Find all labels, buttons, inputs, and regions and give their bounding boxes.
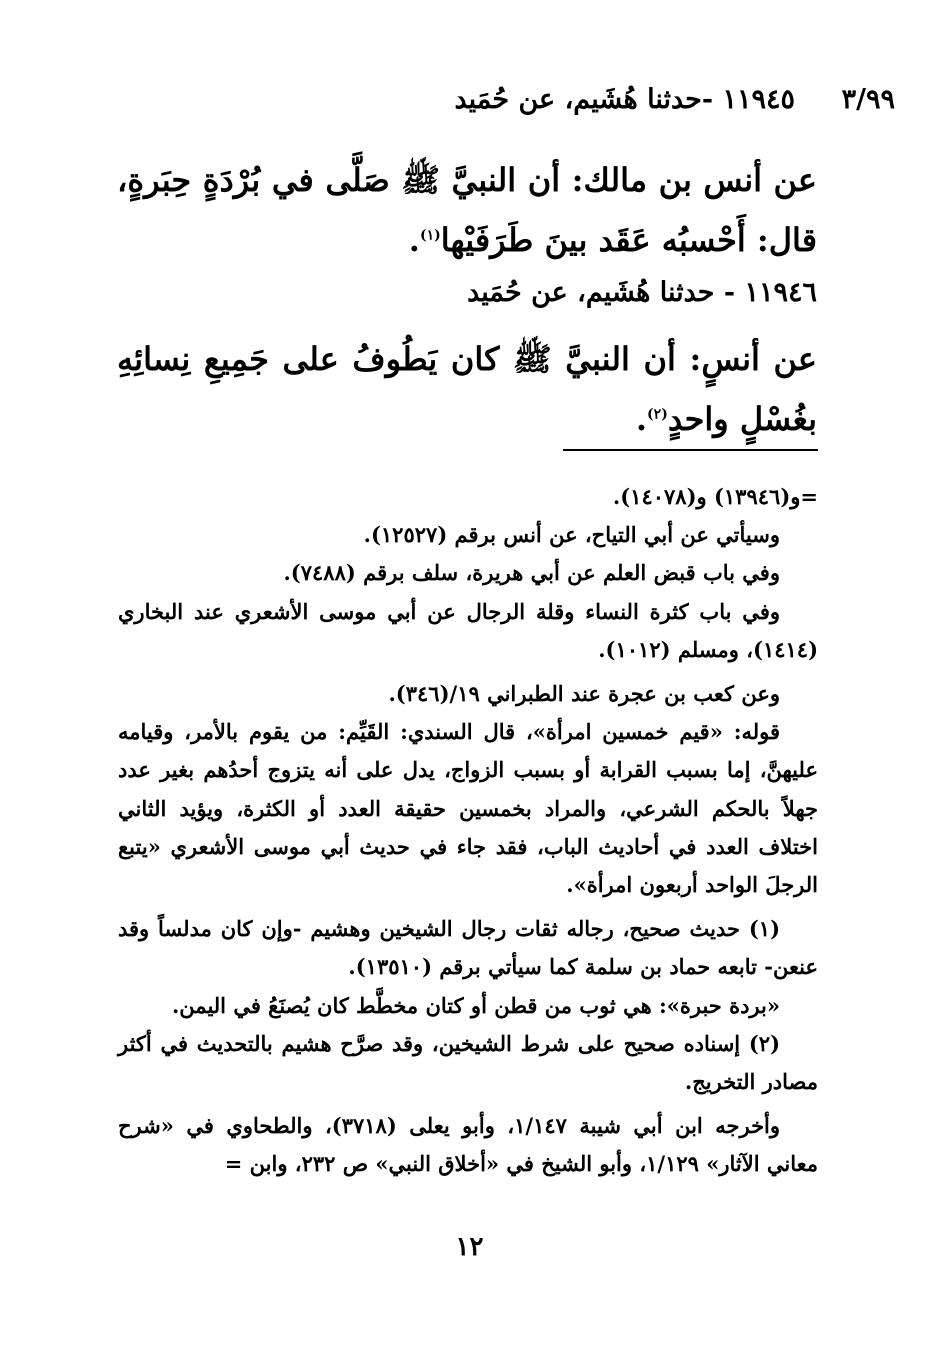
footnote-line: =و(١٣٩٤٦) و(١٤٠٧٨). [612,484,818,509]
page-number: ١٢ [455,1232,484,1262]
hadith-1-body: عن أنس بن مالك: أن النبيَّ ﷺ صَلَّى في بُرْدَةٍ حِبَرةٍ، قال: أَحْسبُه عَقَد بينَ طَرَفَيْها [117,161,817,259]
footnotes [118,478,818,1184]
footnote-line: وعن كعب بن عجرة عند الطبراني ١٩/(٣٤٦). [388,681,780,707]
hadith-1-end: . [408,221,420,259]
page-header [100,84,895,134]
footnote-line: وأخرجه ابن أبي شيبة ١/١٤٧، وأبو يعلى (٣٧١٨)، والطحاوي في «شرح معاني الآثار» ١/١٢٩، وأبو الشيخ في «أخلاق النبي» ص ٢٣٢، وابن = [118,1113,818,1177]
hadith-2-body: عن أنسٍ: أن النبيَّ ﷺ كان يَطُوفُ على جَمِيعِ نِسائِهِ بغُسْلٍ واحدٍ [117,340,817,438]
footnote-line: «بردة حبرة»: هي ثوب من قطن أو كتان مخطَّط كان يُصنَعُ في اليمن. [172,992,780,1018]
footnote-2: (٢) إسناده صحيح على شرط الشيخين، وقد صرَّح هشيم بالتحديث في أكثر مصادر التخريج. [118,1030,818,1095]
hadith-1-chain: ١١٩٤٥ -حدثنا هُشَيم، عن حُمَيد [454,84,795,115]
footnote-line: وفي باب قبض العلم عن أبي هريرة، سلف برقم (٧٤٨٨). [283,560,780,586]
footnote-marker-2: (٢) [647,406,668,423]
footnote-separator [563,449,818,451]
hadith-2-chain: ١١٩٤٦ - حدثنا هُشَيم، عن حُمَيد [467,277,817,308]
hadith-2-end: . [635,400,648,438]
hadith-1-text [117,150,817,270]
volume-page-reference: ٣/٩٩ [841,84,895,115]
footnote-line: وفي باب كثرة النساء وقلة الرجال عن أبي موسى الأشعري عند البخاري (١٤١٤)، ومسلم (١٠١٢). [118,598,818,662]
footnote-1: (١) حديث صحيح، رجاله ثقات رجال الشيخين وهشيم -وإن كان مدلساً وقد عنعن- تابعه حماد بن سلمة كما سيأتي برقم (١٣٥١٠). [118,916,818,980]
footnote-line: وسيأتي عن أبي التياح، عن أنس برقم (١٢٥٢٧). [363,522,780,548]
footnote-line: قوله: «قيم خمسين امرأة»، قال السندي: القَيِّم: من يقوم بالأمر، وقيامه عليهنَّ، إما بسبب القرابة أو بسبب الزواج، يدل على أنه يتزوج أحدُهم بغير عدد جهلاً بالحكم الشرعي، والمراد بخمسين حقيقة العدد أو الكثرة، ويؤيد الثاني اختلاف العدد في أحاديث الباب، فقد جاء في حديث أبي موسى الأشعري «يتبع الرجلَ الواحد أربعون امرأة». [118,719,818,898]
hadith-2-text [117,329,817,449]
footnote-marker-1: (١) [419,227,441,244]
